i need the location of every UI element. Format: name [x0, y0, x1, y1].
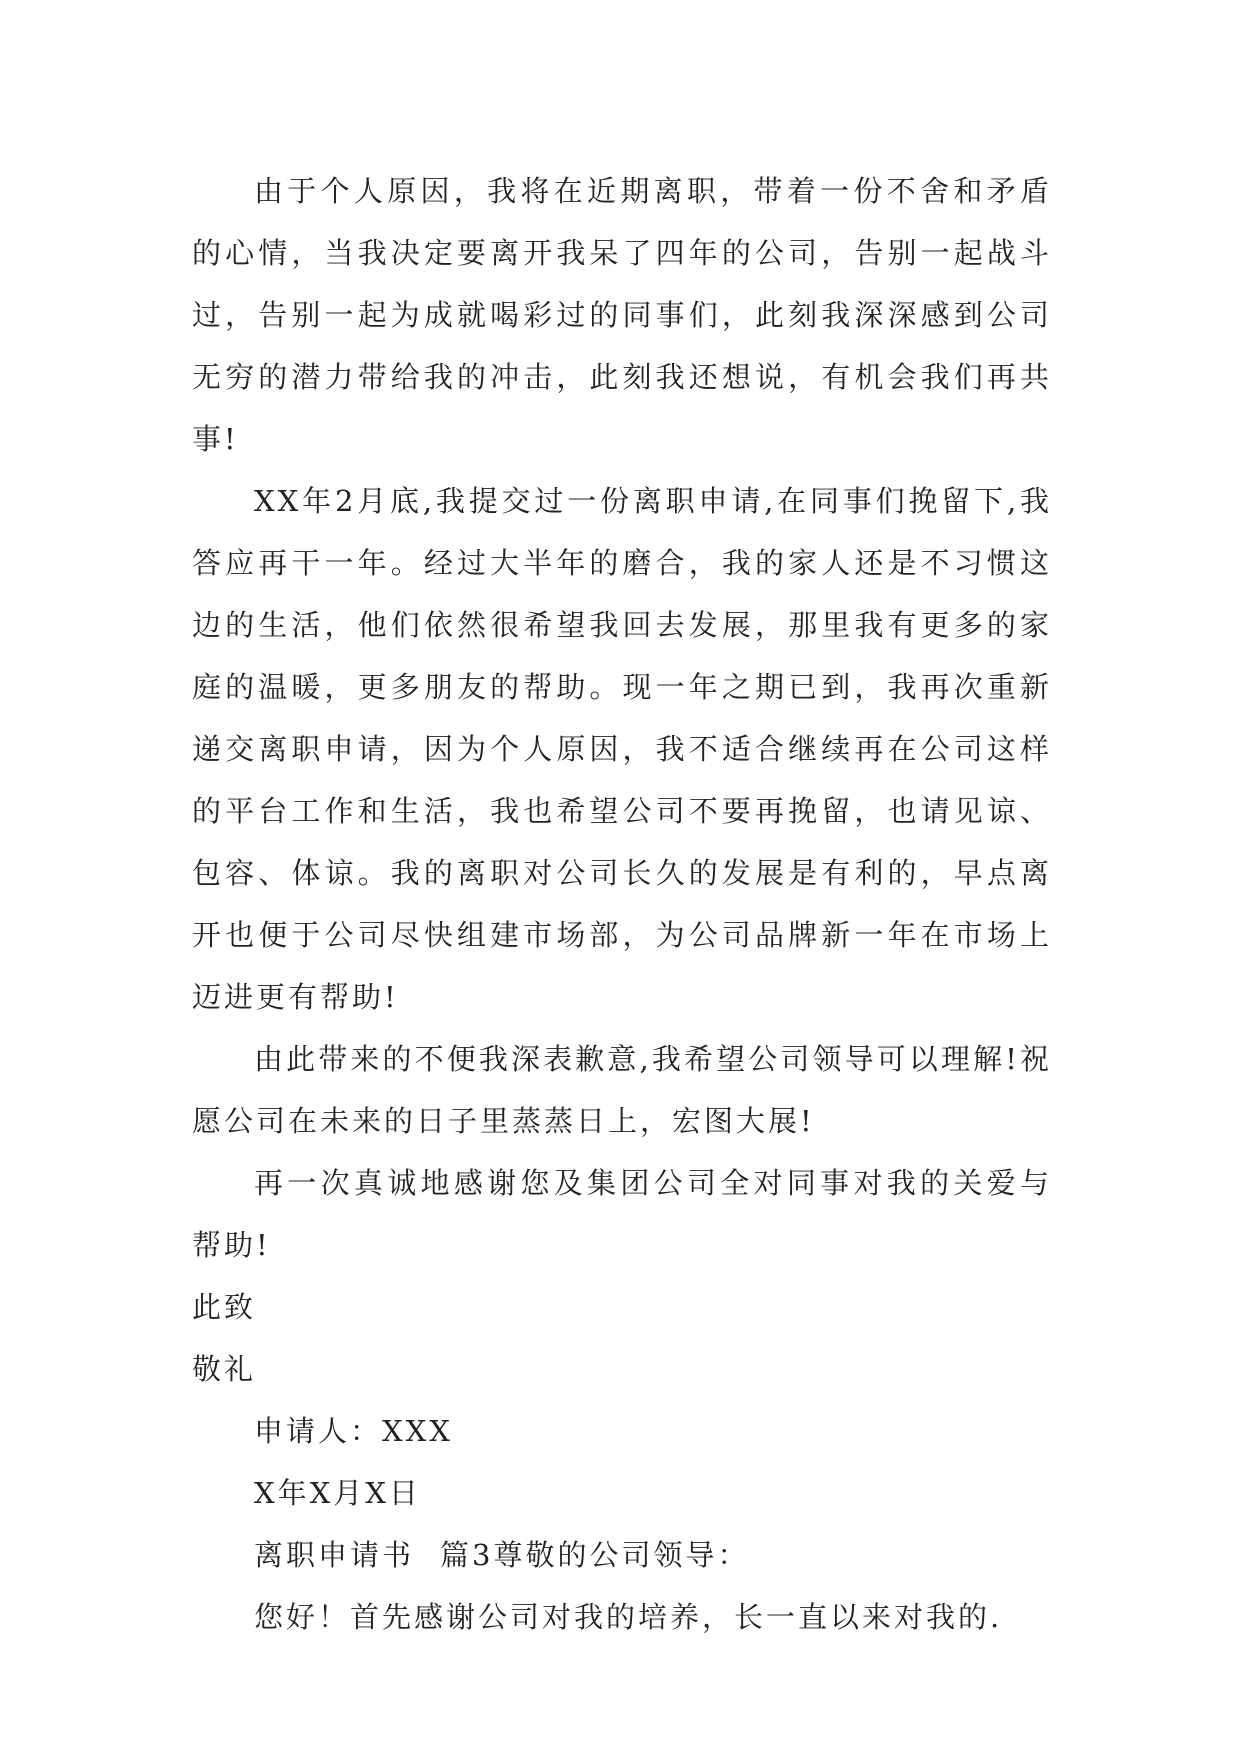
- letter-body: [192, 160, 1052, 1648]
- closing-salutation-2: 敬礼: [192, 1352, 257, 1386]
- paragraph-apology: 由此带来的不便我深表歉意,我希望公司领导可以理解!祝愿公司在未来的日子里蒸蒸日上，宏图大展!: [192, 1042, 1052, 1138]
- next-letter-opening: 您好！首先感谢公司对我的培养，长一直以来对我的.: [254, 1600, 1003, 1634]
- date-line: X年X月X日: [254, 1476, 421, 1510]
- paragraph-thanks: 再一次真诚地感谢您及集团公司全对同事对我的关爱与帮助!: [192, 1166, 1052, 1262]
- closing-salutation-1: 此致: [192, 1290, 257, 1324]
- next-letter-title: 离职申请书: [254, 1538, 415, 1572]
- next-letter-heading: [192, 1524, 1052, 1586]
- next-letter-subtitle: 篇3尊敬的公司领导：: [440, 1538, 750, 1572]
- paragraph-history: XX年2月底,我提交过一份离职申请,在同事们挽留下,我答应再干一年。经过大半年的磨合，我的家人还是不习惯这边的生活，他们依然很希望我回去发展，那里我有更多的家庭的温暖，更多朋友的帮助。现一年之期已到，我再次重新递交离职申请，因为个人原因，我不适合继续再在公司这样的平台工作和生活，我也希望公司不要再挽留，也请见谅、包容、体谅。我的离职对公司长久的发展是有利的，早点离开也便于公司尽快组建市场部，为公司品牌新一年在市场上迈进更有帮助!: [192, 484, 1052, 1014]
- paragraph-reason: 由于个人原因，我将在近期离职，带着一份不舍和矛盾的心情，当我决定要离开我呆了四年的公司，告别一起战斗过，告别一起为成就喝彩过的同事们，此刻我深深感到公司无穷的潜力带给我的冲击，此刻我还想说，有机会我们再共事!: [192, 174, 1052, 456]
- applicant-line: 申请人：XXX: [254, 1414, 453, 1448]
